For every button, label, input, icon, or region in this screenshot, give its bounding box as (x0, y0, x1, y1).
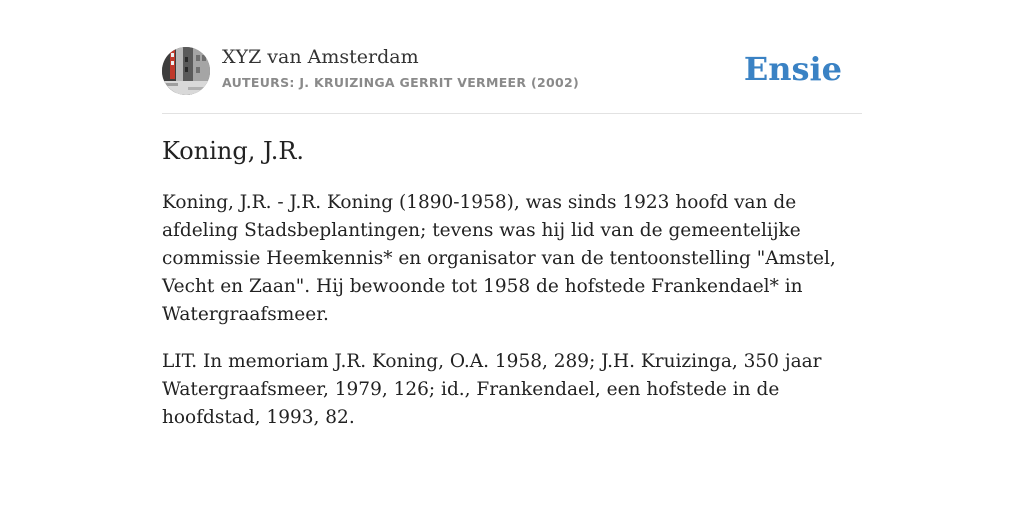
entry-paragraph: Koning, J.R. - J.R. Koning (1890-1958), was sinds 1923 hoofd van de afdeling Stadsbeplantingen; tevens was hij lid van de gemeentelijke commissie Heemkennis* en organisator van de tentoonstelling "Amstel, Vecht en Zaan". Hij bewoonde tot 1958 de hofstede Frankendael* in Watergraafsmeer. (162, 192, 836, 325)
ensie-logo[interactable]: Ensie (743, 50, 842, 88)
entry-literature: LIT. In memoriam J.R. Koning, O.A. 1958, 289; J.H. Kruizinga, 350 jaar Watergraafsmeer, 1979, 126; id., Frankendael, een hofstede in de hoofdstad, 1993, 82. (162, 351, 822, 428)
header-divider (162, 113, 862, 114)
entry-title: Koning, J.R. (162, 137, 305, 165)
entry-body (162, 189, 862, 451)
book-authors: AUTEURS: J. KRUIZINGA GERRIT VERMEER (2002) (222, 75, 579, 90)
book-header (162, 46, 862, 96)
book-title[interactable]: XYZ van Amsterdam (222, 46, 419, 68)
book-cover-avatar[interactable] (162, 47, 210, 95)
book-cover-photo-icon (162, 47, 210, 95)
